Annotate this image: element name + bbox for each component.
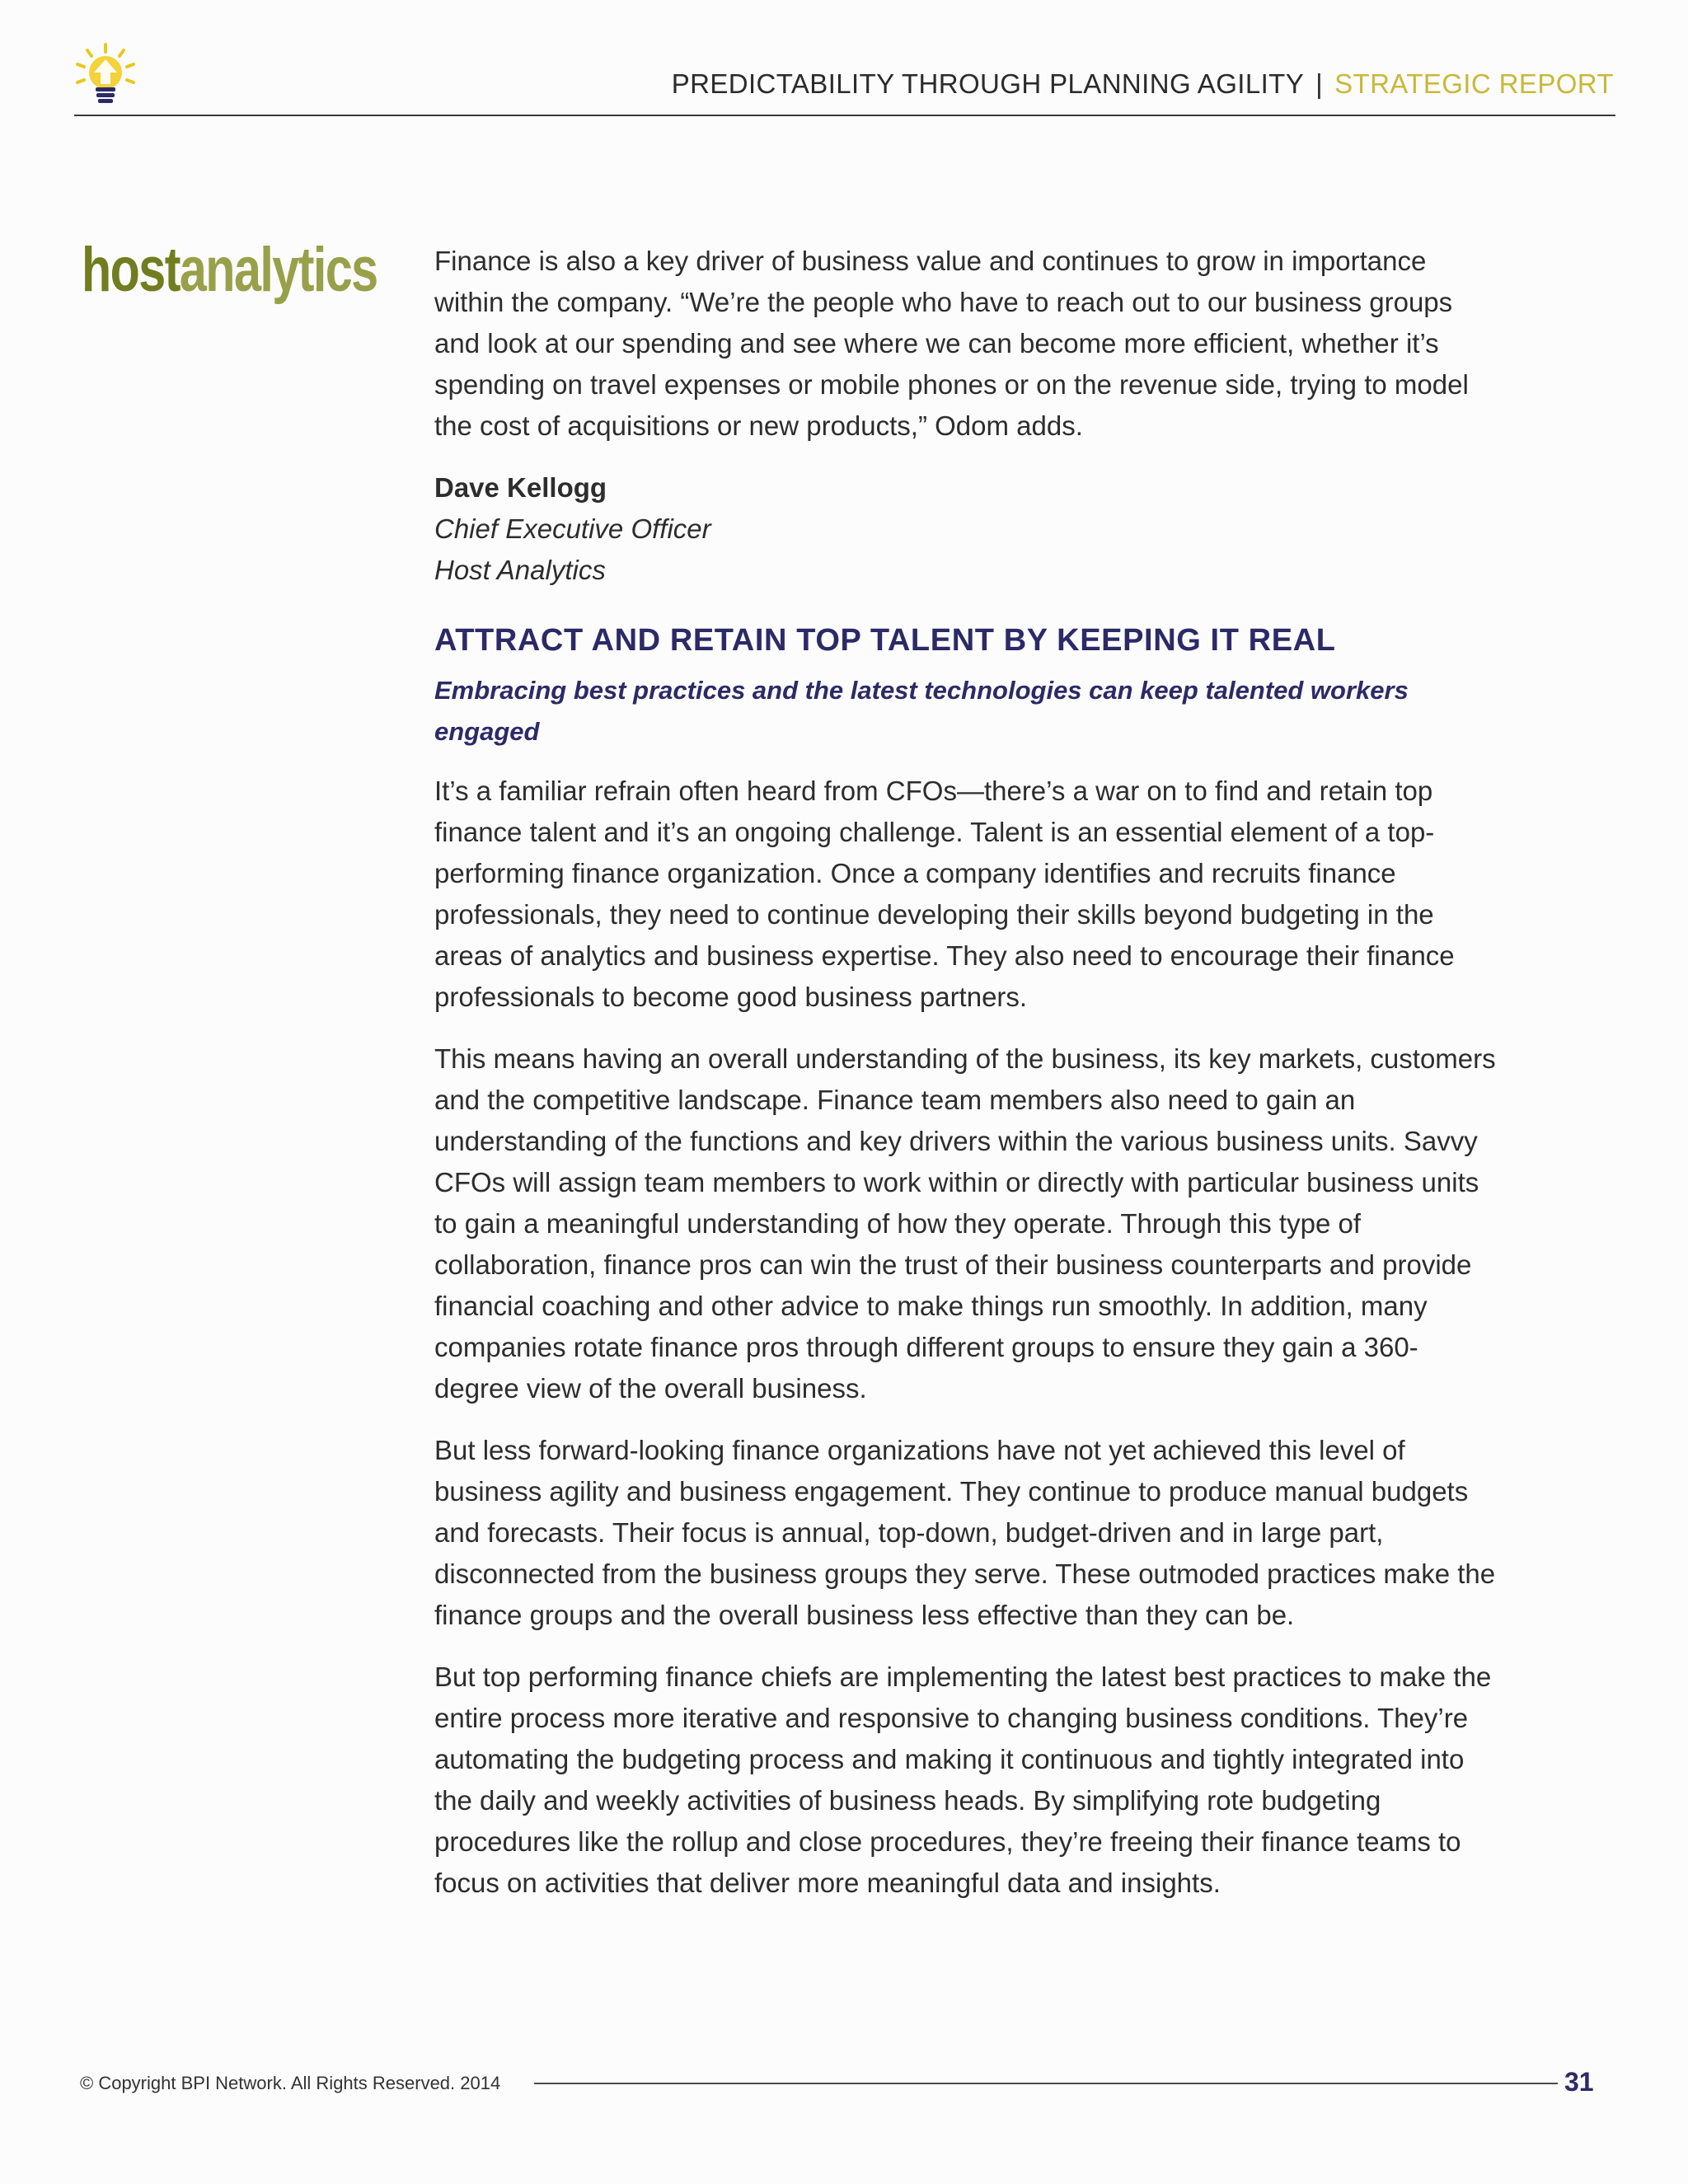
- body-paragraph: But top performing finance chiefs are implementing the latest best practices to make the entire process more iterative and responsive to changing business conditions. They’re automating the budgeting process and making it continuous and tightly integrated into the daily and weekly activities of business heads. By simplifying rote budgeting procedures like the rollup and close procedures, they’re freeing their finance teams to focus on activities that deliver more meaningful data and insights.: [434, 1661, 1492, 1898]
- section-heading: ATTRACT AND RETAIN TOP TALENT BY KEEPING IT REAL: [434, 623, 1336, 658]
- report-header: [672, 68, 1614, 101]
- attribution-name: Dave Kellogg: [434, 472, 607, 503]
- header-divider: [74, 115, 1615, 116]
- body-paragraph: This means having an overall understanding of the business, its key markets, customers and the competitive landscape. Finance team members also need to gain an understanding of the functions and key drivers within the various business units. Savvy CFOs will assign team members to work within or directly with particular business units to gain a meaningful understanding of how they operate. Through this type of collaboration, finance pros can win the trust of their business counterparts and provide financial coaching and other advice to make things run smoothly. In addition, many companies rotate finance pros through different groups to ensure they gain a 360-degree view of the overall business.: [434, 1043, 1496, 1404]
- body-paragraph: But less forward-looking finance organizations have not yet achieved this level of business agility and business engagement. They continue to produce manual budgets and forecasts. Their focus is annual, top-down, budget-driven and in large part, disconnected from the business groups they serve. These outmoded practices make the finance groups and the overall business less effective than they can be.: [434, 1435, 1496, 1630]
- header-separator: |: [1315, 68, 1324, 99]
- header-section-label: STRATEGIC REPORT: [1334, 68, 1614, 99]
- host-analytics-logo: [82, 233, 377, 307]
- logo-part-analytics: analytics: [179, 235, 377, 305]
- intro-paragraph: Finance is also a key driver of business value and continues to grow in importance within the company. “We’re the people who have to reach out to our business groups and look at our spending and see where we can become more efficient, whether it’s spending on travel expenses or mobile phones or on the revenue side, trying to model the cost of acquisitions or new products,” Odom adds.: [434, 246, 1469, 441]
- footer-divider: [534, 2083, 1558, 2084]
- attribution-title: Chief Executive Officer: [434, 513, 711, 544]
- main-content: [434, 241, 1498, 1924]
- lightbulb-icon: [73, 41, 138, 109]
- body-paragraph: It’s a familiar refrain often heard from CFOs—there’s a war on to find and retain top finance talent and it’s an ongoing challenge. Talent is an essential element of a top-performing finance organization. Once a company identifies and recruits finance professionals, they need to continue developing their skills beyond budgeting in the areas of analytics and business expertise. They also need to encourage their finance professionals to become good business partners.: [434, 776, 1455, 1012]
- attribution-organization: Host Analytics: [434, 555, 606, 585]
- logo-part-host: host: [82, 235, 180, 305]
- page-number: 31: [1564, 2067, 1594, 2097]
- copyright-notice: © Copyright BPI Network. All Rights Reserved. 2014: [80, 2073, 501, 2093]
- header-title: PREDICTABILITY THROUGH PLANNING AGILITY: [671, 68, 1305, 99]
- section-subheading: Embracing best practices and the latest technologies can keep talented workers engaged: [434, 676, 1409, 746]
